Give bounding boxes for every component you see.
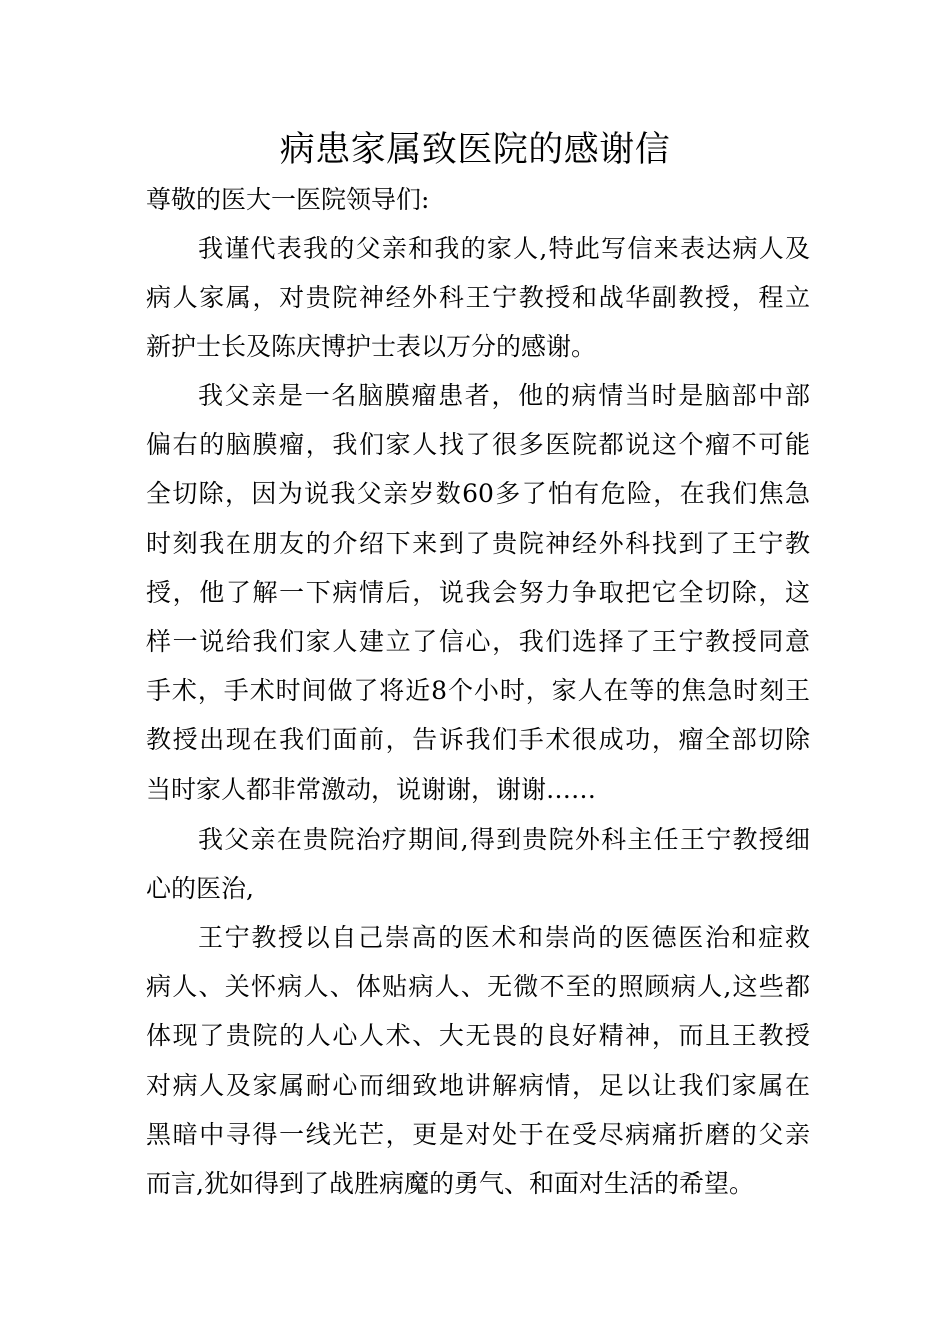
text-line: 样一说给我们家人建立了信心，我们选择了王宁教授同意: [146, 626, 810, 656]
text-line: 体现了贵院的人心人术、大无畏的良好精神，而且王教授: [146, 1021, 810, 1051]
text-line: 我父亲是一名脑膜瘤患者，他的病情当时是脑部中部: [198, 381, 810, 410]
text-line: 病人家属，对贵院神经外科王宁教授和战华副教授，程立: [146, 283, 810, 313]
text-line: 对病人及家属耐心而细致地讲解病情，足以让我们家属在: [146, 1070, 810, 1100]
text-line: 教授出现在我们面前，告诉我们手术很成功，瘤全部切除: [146, 725, 810, 755]
text-line: 手术，手术时间做了将近8个小时，家人在等的焦急时刻王: [146, 676, 810, 706]
text-line: 全切除，因为说我父亲岁数60多了怕有危险，在我们焦急: [146, 479, 810, 509]
document-title: 病患家属致医院的感谢信: [279, 130, 671, 170]
text-line: 而言,犹如得到了战胜病魔的勇气、和面对生活的希望。: [146, 1168, 754, 1198]
paragraph-1: [146, 224, 810, 372]
text-line: 我父亲在贵院治疗期间,得到贵院外科主任王宁教授细: [198, 825, 810, 854]
paragraph-3: [146, 815, 810, 913]
text-line: 黑暗中寻得一线光芒，更是对处于在受尽病痛折磨的父亲: [146, 1119, 810, 1149]
text-line: 心的医治,: [146, 874, 254, 904]
text-line: 病人、关怀病人、体贴病人、无微不至的照顾病人,这些都: [146, 972, 810, 1002]
text-line: 授，他了解一下病情后，说我会努力争取把它全切除，这: [146, 577, 810, 607]
paragraph-2: [146, 371, 810, 814]
text-line: 新护士长及陈庆博护士表以万分的感谢。: [146, 332, 597, 362]
text-line: 偏右的脑膜瘤，我们家人找了很多医院都说这个瘤不可能: [146, 430, 810, 460]
paragraph-4: [146, 913, 810, 1208]
text-line: 王宁教授以自己崇高的医术和崇尚的医德医治和症救: [198, 923, 810, 952]
text-line: 我谨代表我的父亲和我的家人,特此写信来表达病人及: [198, 234, 810, 263]
text-line: 时刻我在朋友的介绍下来到了贵院神经外科找到了王宁教: [146, 528, 810, 558]
salutation: 尊敬的医大一医院领导们:: [146, 185, 430, 214]
text-line: 当时家人都非常激动，说谢谢，谢谢……: [146, 774, 597, 804]
